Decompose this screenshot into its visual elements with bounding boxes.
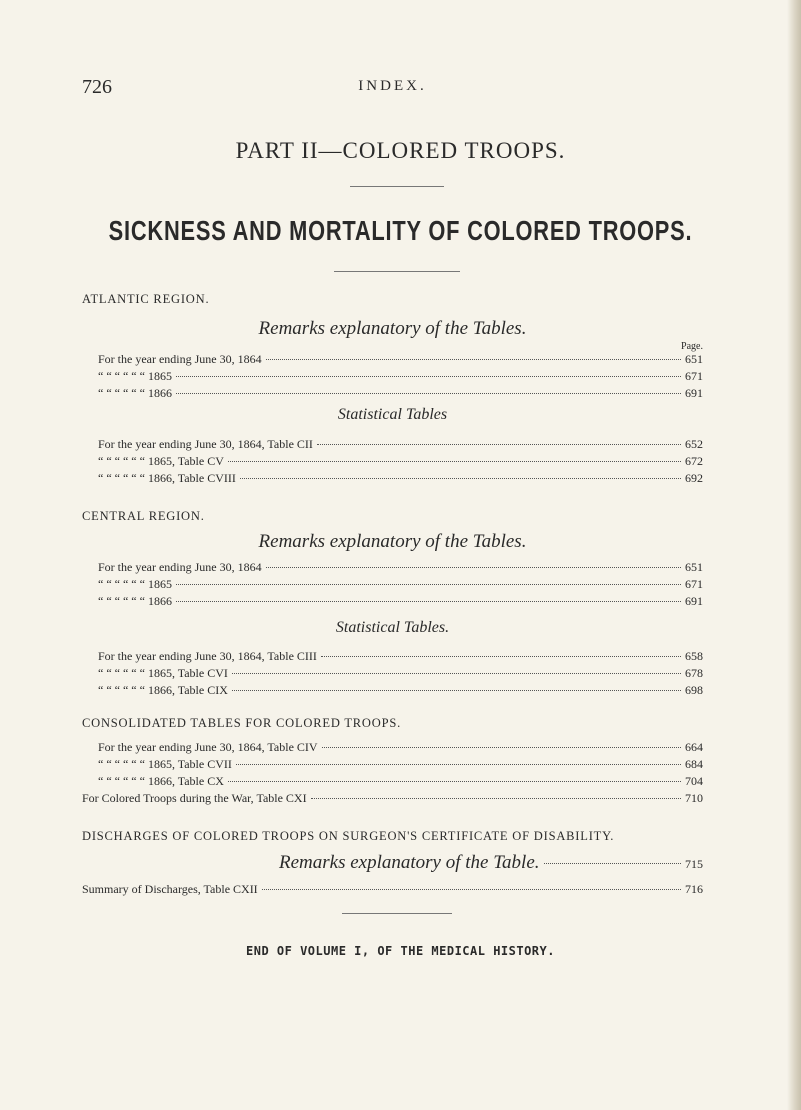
index-entry: For the year ending June 30, 1864, Table CIII 658	[98, 649, 703, 663]
divider-rule	[350, 186, 444, 187]
index-entry: For Colored Troops during the War, Table CXI 710	[82, 791, 703, 805]
index-entry: “ “ “ “ “ “ 1865 671	[98, 369, 703, 383]
section-heading-consolidated: CONSOLIDATED TABLES FOR COLORED TROOPS.	[82, 716, 402, 730]
running-title: INDEX.	[358, 78, 427, 94]
stat-title-atlantic: Statistical Tables	[337, 406, 448, 423]
index-entry-remarks: Remarks explanatory of the Table. 715	[279, 852, 703, 873]
index-entry: “ “ “ “ “ “ 1866, Table CIX 698	[98, 683, 703, 697]
index-entry: For the year ending June 30, 1864 651	[98, 560, 703, 574]
part-title: PART II—COLORED TROOPS.	[235, 138, 566, 163]
page-header	[82, 76, 703, 100]
divider-rule	[342, 913, 452, 914]
section-heading-atlantic: ATLANTIC REGION.	[82, 292, 210, 306]
main-title: SICKNESS AND MORTALITY OF COLORED TROOPS.	[108, 215, 693, 246]
stat-title-central: Statistical Tables.	[335, 619, 450, 636]
section-heading-discharges: DISCHARGES OF COLORED TROOPS ON SURGEON'S CERTIFICATE OF DISABILITY.	[82, 829, 615, 843]
index-entry: “ “ “ “ “ “ 1866 691	[98, 594, 703, 608]
index-entry: For the year ending June 30, 1864, Table CIV 664	[98, 740, 703, 754]
divider-rule	[334, 271, 460, 272]
index-entry: “ “ “ “ “ “ 1865 671	[98, 577, 703, 591]
remarks-title-central: Remarks explanatory of the Tables.	[258, 531, 527, 552]
page-column-header: Page.	[681, 341, 703, 352]
page-number: 726	[82, 76, 112, 98]
index-entry: “ “ “ “ “ “ 1865, Table CV 672	[98, 454, 703, 468]
index-entry: “ “ “ “ “ “ 1866 691	[98, 386, 703, 400]
index-entry: “ “ “ “ “ “ 1866, Table CVIII 692	[98, 471, 703, 485]
index-entry: “ “ “ “ “ “ 1865, Table CVII 684	[98, 757, 703, 771]
index-entry: For the year ending June 30, 1864, Table CII 652	[98, 437, 703, 451]
end-of-volume-note: END OF VOLUME I, OF THE MEDICAL HISTORY.	[246, 944, 555, 958]
remarks-title-atlantic: Remarks explanatory of the Tables.	[258, 318, 527, 339]
index-entry: “ “ “ “ “ “ 1866, Table CX 704	[98, 774, 703, 788]
index-entry: For the year ending June 30, 1864 651	[98, 352, 703, 366]
index-entry: Summary of Discharges, Table CXII 716	[82, 882, 703, 896]
section-heading-central: CENTRAL REGION.	[82, 509, 205, 523]
index-entry: “ “ “ “ “ “ 1865, Table CVI 678	[98, 666, 703, 680]
